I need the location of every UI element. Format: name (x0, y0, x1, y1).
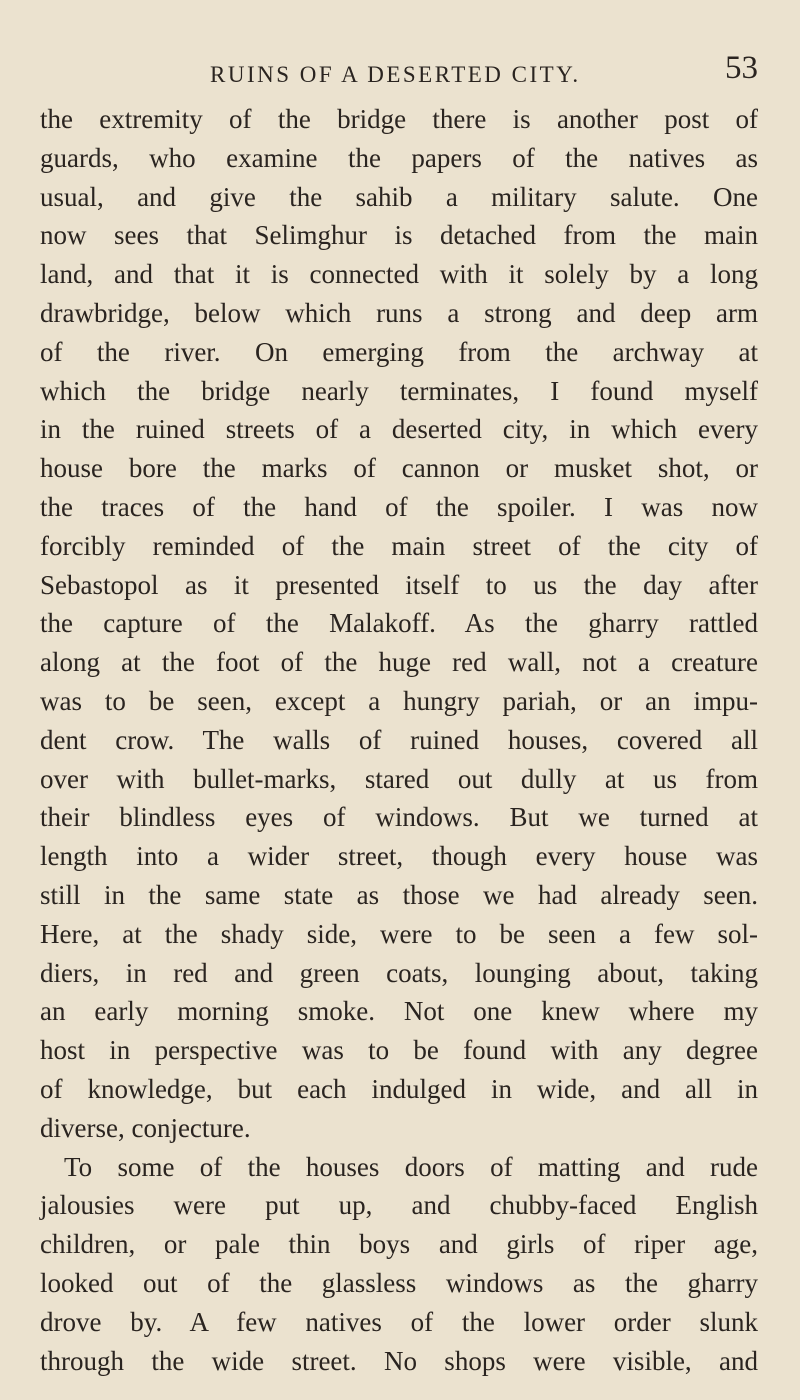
text-line: in the ruined streets of a deserted city, in which every (40, 414, 758, 445)
text-line: an early morning smoke. Not one knew where my (40, 996, 758, 1027)
running-head (40, 50, 758, 90)
text-line: of the river. On emerging from the archway at (40, 336, 758, 367)
text-line: To some of the houses doors of matting and rude (64, 1151, 758, 1182)
text-line: diers, in red and green coats, lounging about, taking (40, 957, 758, 988)
body-text (40, 100, 758, 1380)
text-line: still in the same state as those we had already seen. (40, 879, 758, 910)
text-line: which the bridge nearly terminates, I found myself (40, 375, 758, 406)
text-line: drawbridge, below which runs a strong and deep arm (40, 297, 758, 328)
text-line: over with bullet-marks, stared out dully at us from (40, 763, 758, 794)
text-line: jalousies were put up, and chubby-faced English (40, 1190, 758, 1221)
text-line: land, and that it is connected with it solely by a long (40, 259, 758, 290)
text-line: dent crow. The walls of ruined houses, covered all (40, 724, 758, 755)
text-line: children, or pale thin boys and girls of riper age, (40, 1229, 758, 1260)
text-line: the extremity of the bridge there is another post of (40, 104, 758, 134)
text-line: along at the foot of the huge red wall, not a creature (40, 647, 758, 678)
text-line: drove by. A few natives of the lower order slunk (40, 1306, 758, 1337)
text-line: guards, who examine the papers of the natives as (40, 142, 758, 173)
text-line: the capture of the Malakoff. As the gharry rattled (40, 608, 758, 639)
text-line: of knowledge, but each indulged in wide, and all in (40, 1073, 758, 1104)
text-line: their blindless eyes of windows. But we turned at (40, 802, 758, 833)
text-line: through the wide street. No shops were visible, and (40, 1345, 758, 1376)
text-line: Sebastopol as it presented itself to us the day after (40, 569, 758, 600)
text-line: forcibly reminded of the main street of the city of (40, 530, 758, 561)
text-line: house bore the marks of cannon or musket shot, or (40, 453, 758, 484)
text-line: host in perspective was to be found with any degree (40, 1035, 758, 1066)
text-line: the traces of the hand of the spoiler. I was now (40, 491, 758, 522)
text-line: usual, and give the sahib a military salute. One (40, 181, 758, 212)
text-line: Here, at the shady side, were to be seen a few sol- (40, 918, 758, 949)
page-number: 53 (725, 50, 758, 86)
running-head-title: RUINS OF A DESERTED CITY. (210, 62, 581, 87)
text-line: was to be seen, except a hungry pariah, or an impu- (40, 685, 758, 716)
text-line: diverse, conjecture. (40, 1112, 251, 1143)
text-line: length into a wider street, though every house was (40, 841, 758, 872)
text-line: now sees that Selimghur is detached from the main (40, 220, 758, 251)
text-line: looked out of the glassless windows as the gharry (40, 1267, 758, 1298)
